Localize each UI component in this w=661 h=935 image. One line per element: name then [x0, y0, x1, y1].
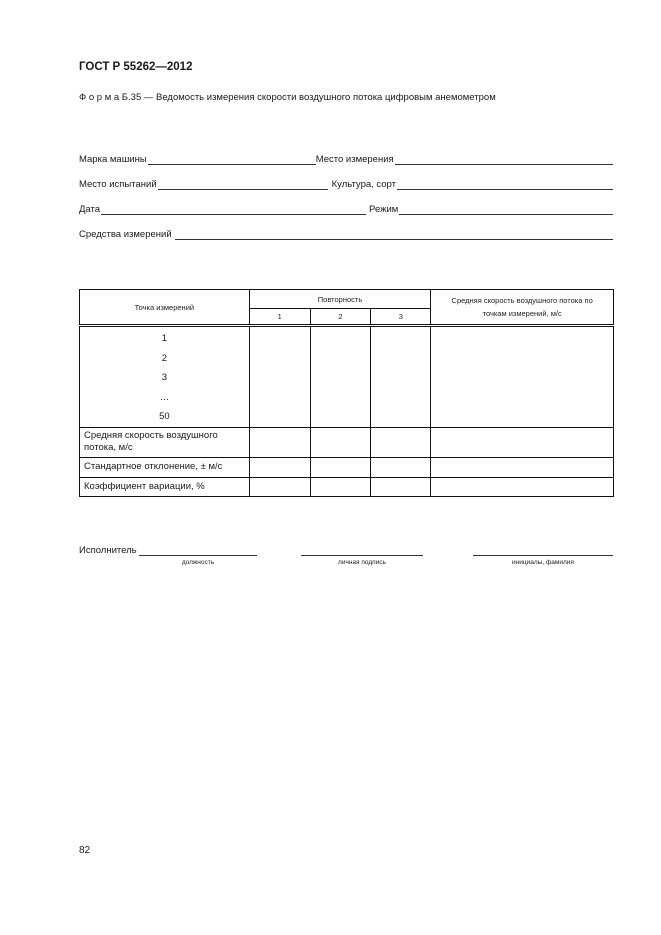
measurement-place-label: Место измерения: [315, 154, 394, 165]
cell-avg-r1[interactable]: [249, 427, 310, 457]
name-input[interactable]: [473, 545, 613, 556]
date-input[interactable]: [101, 204, 366, 215]
header-repeat-2: 2: [310, 309, 371, 326]
cell-avg[interactable]: [431, 326, 614, 428]
point-2: 2: [161, 352, 167, 364]
executor-label: Исполнитель: [79, 545, 137, 556]
point-ellipsis: …: [159, 391, 170, 403]
cell-cv-r1[interactable]: [249, 477, 310, 496]
name-caption: инициалы, фамилия: [512, 559, 574, 566]
standard-number: ГОСТ Р 55262—2012: [79, 61, 193, 73]
header-repeat-3: 3: [371, 309, 431, 326]
cell-std-total[interactable]: [431, 457, 614, 477]
cell-cv-r2[interactable]: [310, 477, 371, 496]
header-avg-speed: Средняя скорость воздушного потока по точкам измерений, м/с: [431, 290, 614, 326]
point-3: 3: [161, 372, 167, 384]
row-coef-var-label: Коэффициент вариации, %: [80, 477, 250, 496]
cell-avg-r3[interactable]: [371, 427, 431, 457]
cell-std-r3[interactable]: [371, 457, 431, 477]
position-input[interactable]: [139, 545, 257, 556]
machine-brand-input[interactable]: [148, 154, 316, 165]
cell-avg-r2[interactable]: [310, 427, 371, 457]
cell-std-r1[interactable]: [249, 457, 310, 477]
row-std-dev-label: Стандартное отклонение, ± м/с: [80, 457, 250, 477]
machine-brand-label: Марка машины: [79, 154, 147, 165]
point-50: 50: [159, 411, 170, 423]
field-row-date: [79, 201, 613, 215]
date-label: Дата: [79, 204, 101, 215]
header-point: Точка измерений: [80, 290, 250, 326]
mode-input[interactable]: [399, 204, 613, 215]
cell-cv-total[interactable]: [431, 477, 614, 496]
page-number: 82: [79, 845, 91, 856]
cell-std-r2[interactable]: [310, 457, 371, 477]
cell-cv-r3[interactable]: [371, 477, 431, 496]
instruments-label: Средства измерений: [79, 229, 172, 240]
test-place-label: Место испытаний: [79, 179, 157, 190]
header-repeat: Повторность: [249, 290, 431, 309]
measurement-place-input[interactable]: [395, 154, 613, 165]
mode-label: Режим: [369, 204, 399, 215]
field-row-instruments: [79, 226, 613, 240]
signature-caption: личная подпись: [338, 559, 386, 566]
cell-r1[interactable]: [249, 326, 310, 428]
field-row-machine: [79, 151, 613, 165]
signature-input[interactable]: [301, 545, 423, 556]
row-avg-speed-label: Средняя скорость воздушного потока, м/с: [80, 427, 250, 457]
cell-r2[interactable]: [310, 326, 371, 428]
instruments-input[interactable]: [175, 229, 613, 240]
points-cell: [80, 326, 250, 428]
position-caption: должность: [181, 559, 215, 566]
header-repeat-1: 1: [249, 309, 310, 326]
cell-r3[interactable]: [371, 326, 431, 428]
measurement-table: [79, 289, 614, 497]
crop-variety-label: Культура, сорт: [331, 179, 396, 190]
field-row-test-place: [79, 176, 613, 190]
form-title: Ф о р м а Б.35 — Ведомость измерения скорости воздушного потока цифровым анемометром: [79, 92, 496, 103]
point-1: 1: [161, 333, 167, 344]
crop-variety-input[interactable]: [397, 179, 613, 190]
test-place-input[interactable]: [158, 179, 328, 190]
cell-avg-total[interactable]: [431, 427, 614, 457]
